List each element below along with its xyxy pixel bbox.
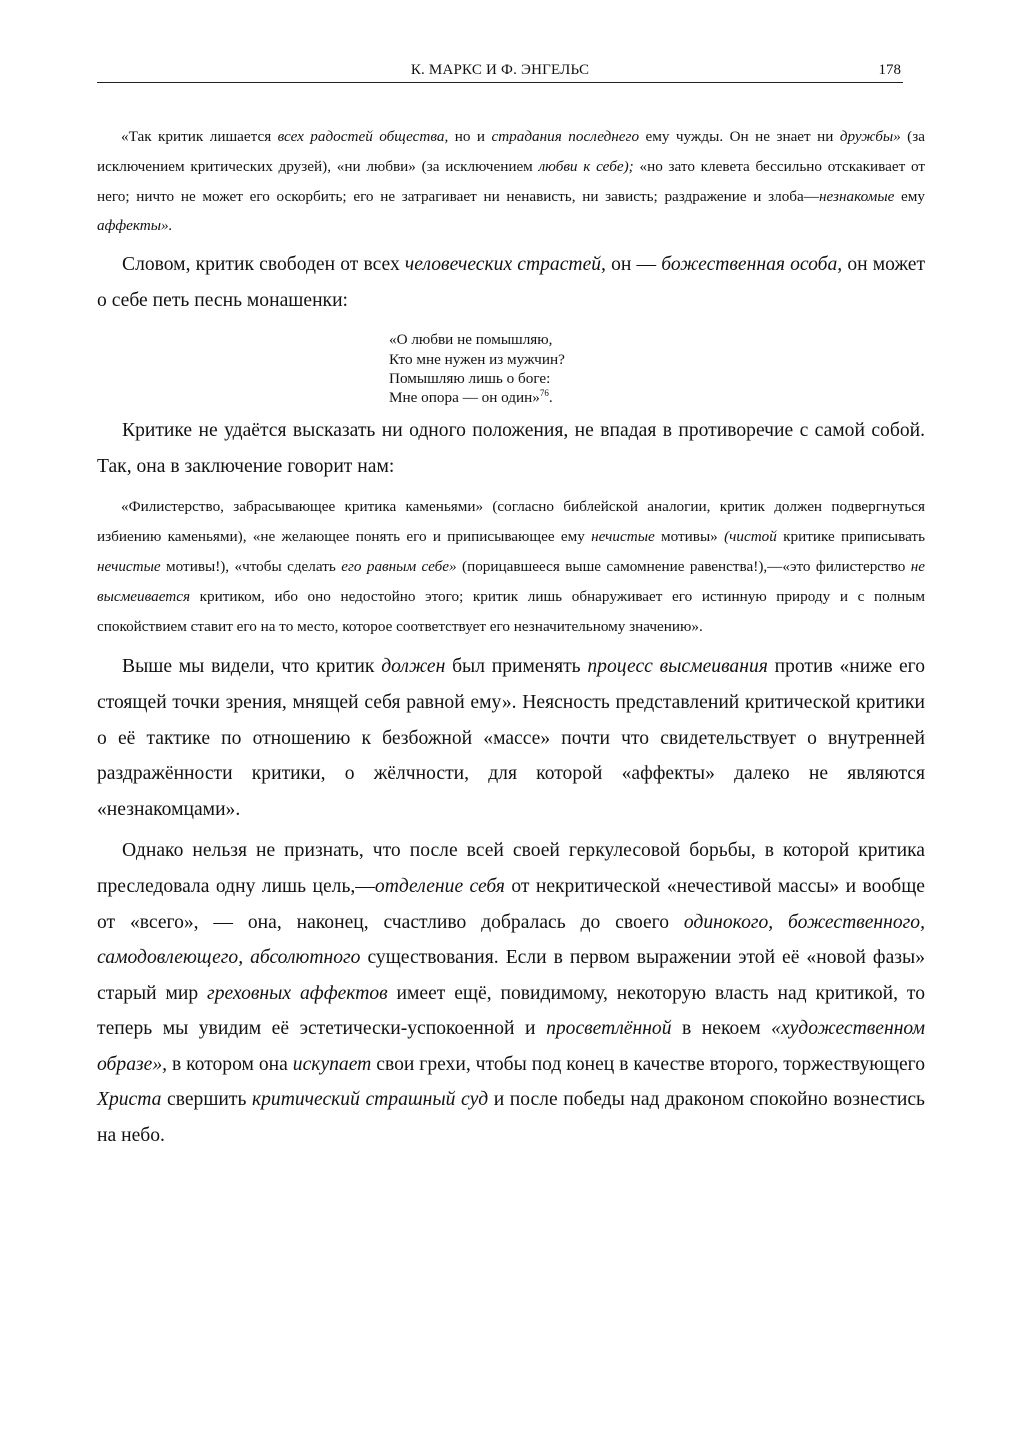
footnote-ref: 76 — [539, 387, 549, 398]
poem-line: Кто мне нужен из мужчин? — [389, 350, 565, 368]
page-number: 178 — [878, 62, 901, 78]
body-paragraph-5: Выше мы видели, что критик должен был применять процесс высмеивания против «ниже его стоящей точки зрения, мнящей себя равной ему». Неясность представлений критической критики о её тактике по отношению к безбожной «массе» почти что свидетельствует о внутренней раздражённости критики, о жёлчности, для которой «аффекты» далеко не являются «незнакомцами». — [97, 656, 925, 820]
quote-paragraph-1: «Так критик лишается всех радостей общества, но и страдания последнего ему чужды. Он не знает ни дружбы» (за исключением критических друзей), «ни любви» (за исключением любви к себе); «но зато клевета бессильно отскакивает от него; ничто не может его оскорбить; его не затрагивает ни ненависть, ни зависть; раздражение и злоба—незнакомые ему аффекты». — [97, 128, 925, 235]
page-body — [97, 122, 925, 1154]
body-paragraph-6: Однако нельзя не признать, что после всей своей геркулесовой борьбы, в которой критика преследовала одну лишь цель,—отделение себя от некритической «нечестивой массы» и вообще от «всего», — она, наконец, счастливо добралась до своего одинокого, божественного, самодовлеющего, абсолютного существования. Если в первом выражении этой её «новой фазы» старый мир греховных аффектов имеет ещё, повидимому, некоторую власть над критикой, то теперь мы увидим её эстетически-успокоенной и просветлённой в некоем «художественном образе», в котором она искупает свои грехи, чтобы под конец в качестве второго, торжествующего Христа свершить критический страшный суд и после победы над драконом спокойно вознестись на небо. — [97, 840, 926, 1147]
poem-line: Мне опора — он один»$^{76}$. — [389, 387, 553, 406]
quote-paragraph-4: «Филистерство, забрасывающее критика каменьями» (согласно библейской аналогии, критик должен подвергнуться избиению каменьями), «не желающее понять его и приписывающее ему нечистые мотивы» (чистой критике приписывать нечистые мотивы!), «чтобы сделать его равным себе» (порицавшееся выше самомнение равенства!),—«это филистерство не высмеивается критиком, ибо оно недостойно этого; критик лишь обнаруживает его истинную природу и с полным спокойствием ставит его на то место, которое соответствует его незначительному значению». — [97, 498, 926, 635]
body-paragraph-2: Словом, критик свободен от всех человеческих страстей, он — божественная особа, он может о себе петь песнь монашенки: — [97, 254, 926, 311]
poem-quote — [389, 330, 925, 407]
body-paragraph-3: Критике не удаётся высказать ни одного положения, не впадая в противоречие с самой собой. Так, она в заключение говорит нам: — [97, 420, 925, 477]
poem-line: «О любви не помышляю, — [389, 331, 553, 349]
running-header — [97, 60, 903, 83]
header-title: К. МАРКС И Ф. ЭНГЕЛЬС — [410, 62, 590, 78]
poem-line: Помышляю лишь о боге: — [389, 369, 551, 387]
